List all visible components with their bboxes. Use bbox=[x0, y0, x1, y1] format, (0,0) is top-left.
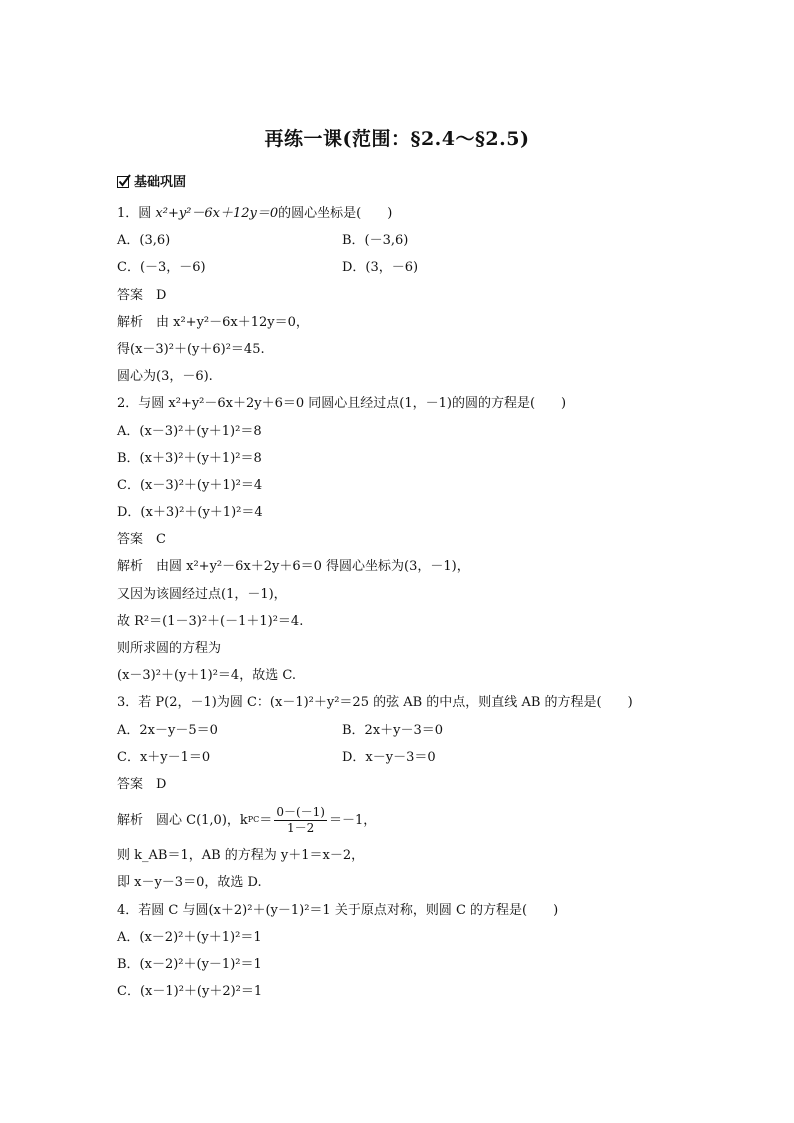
question-2-solution-line: 又因为该圆经过点(1，－1)， bbox=[117, 586, 287, 602]
question-3-options-row-1 bbox=[117, 717, 677, 744]
question-3-options-row-2 bbox=[117, 744, 677, 771]
question-2-solution-line: (x－3)²＋(y＋1)²＝4，故选 C. bbox=[117, 668, 296, 684]
question-2-answer: 答案 C bbox=[117, 532, 166, 548]
question-2-solution-line: 故 R²＝(1－3)²＋(－1＋1)²＝4. bbox=[117, 613, 304, 629]
question-3-solution-line: 即 x－y－3＝0，故选 D. bbox=[117, 875, 262, 891]
option-c: C．(x－1)²＋(y＋2)²＝1 bbox=[117, 984, 263, 1000]
question-4-stem: 4．若圆 C 与圆(x＋2)²＋(y－1)²＝1 关于原点对称，则圆 C 的方程是( ) bbox=[117, 902, 559, 918]
option-b: B．(－3,6) bbox=[342, 233, 409, 249]
question-1-solution-line: 解析 由 x²+y²－6x＋12y＝0， bbox=[117, 314, 309, 330]
option-d: D．x－y－3＝0 bbox=[342, 749, 436, 765]
question-3-solution-line: 则 k_AB＝1，AB 的方程为 y＋1＝x－2， bbox=[117, 848, 365, 864]
option-c: C．(－3，－6) bbox=[117, 260, 206, 276]
option-d: D．(3，－6) bbox=[342, 260, 419, 276]
option-a: A．(x－2)²＋(y＋1)²＝1 bbox=[117, 929, 262, 945]
question-1-stem: 1．圆 x²+y²－6x＋12y＝0的圆心坐标是( ) bbox=[117, 206, 393, 221]
question-2-stem: 2．与圆 x²+y²－6x＋2y＋6＝0 同圆心且经过点(1，－1)的圆的方程是( ) bbox=[117, 396, 567, 412]
option-a: A．(3,6) bbox=[117, 233, 171, 249]
option-b: B．(x－2)²＋(y－1)²＝1 bbox=[117, 956, 262, 972]
section-label: 基础巩固 bbox=[134, 175, 187, 190]
question-3-stem: 3．若 P(2，－1)为圆 C：(x－1)²＋y²＝25 的弦 AB 的中点，则直线 AB 的方程是( ) bbox=[117, 695, 633, 711]
question-3-solution-fraction-line: 解析 圆心 C(1,0)，k PC ＝ $\frac{0-(-1)}{1-2}$ ＝－1， bbox=[117, 804, 377, 835]
section-heading bbox=[117, 171, 186, 190]
option-c: C．x＋y－1＝0 bbox=[117, 749, 211, 765]
question-1-solution-line: 圆心为(3，－6). bbox=[117, 369, 213, 385]
question-2-solution-line: 则所求圆的方程为 bbox=[117, 641, 222, 656]
fraction-denominator: 1－2 bbox=[286, 820, 315, 835]
question-1-solution-line: 得(x－3)²＋(y＋6)²＝45. bbox=[117, 341, 265, 357]
option-c: C．(x－3)²＋(y＋1)²＝4 bbox=[117, 477, 263, 493]
question-1-answer: 答案 D bbox=[117, 287, 167, 303]
option-b: B．(x＋3)²＋(y＋1)²＝8 bbox=[117, 450, 262, 466]
question-1-options-row-1 bbox=[117, 227, 677, 254]
question-3-answer: 答案 D bbox=[117, 776, 167, 792]
question-1-options-row-2 bbox=[117, 254, 677, 281]
option-d: D．(x＋3)²＋(y＋1)²＝4 bbox=[117, 505, 263, 521]
option-a: A．(x－3)²＋(y＋1)²＝8 bbox=[117, 423, 262, 439]
page-title: 再练一课(范围：§2.4～§2.5) bbox=[264, 128, 530, 150]
checkbox-check-icon bbox=[117, 174, 131, 188]
fraction-numerator: 0－(－1) bbox=[276, 804, 325, 819]
question-2-solution-line: 解析 由圆 x²+y²－6x＋2y＋6＝0 得圆心坐标为(3，－1)， bbox=[117, 559, 470, 575]
option-b: B．2x＋y－3＝0 bbox=[342, 722, 444, 738]
content-body bbox=[117, 200, 677, 1005]
slope-fraction bbox=[274, 805, 327, 836]
option-a: A．2x－y－5＝0 bbox=[117, 722, 218, 738]
